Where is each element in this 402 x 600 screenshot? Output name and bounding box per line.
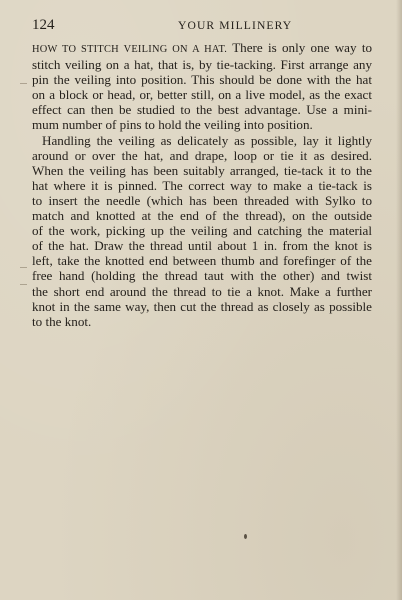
text-line: to the knot.: [32, 313, 92, 329]
text-line: the short end around the thread to tie a knot. Make a further: [32, 283, 372, 299]
text-line: around or over the hat, and drape, loop or tie it as desired.: [32, 147, 372, 163]
margin-mark: [20, 284, 27, 285]
text-line: knot in the same way, then cut the thread as closely as possible: [32, 298, 372, 314]
text-line: effect can then be studied to the best advantage. Use a mini-: [32, 102, 372, 118]
text-line: stitch veiling on a hat, that is, by tie-tacking. First arrange any: [32, 57, 372, 73]
text-line: Handling the veiling as delicately as possible, lay it lightly: [42, 132, 372, 148]
paper-speck: [244, 534, 247, 539]
margin-mark: [20, 83, 27, 84]
text-line: HOW TO STITCH VEILING ON A HAT. There is only one way to: [32, 40, 372, 55]
page-header: [32, 16, 368, 34]
text-line: pin the veiling into position. This should be done with the hat: [32, 72, 372, 88]
text-line: of the hat. Draw the thread until about 1 in. from the knot is: [32, 238, 372, 254]
paragraph-veiling-method: [32, 40, 372, 133]
text-line: hat where it is pinned. The correct way to make a tie-tack is: [32, 177, 372, 193]
body-text: [32, 40, 372, 329]
text-line: on a block or head, or, better still, on a live model, as the exact: [32, 87, 372, 103]
margin-mark: [20, 267, 27, 268]
text-line: When the veiling has been suitably arranged, tie-tack it to the: [32, 162, 372, 178]
text-line: of the work, picking up the veiling and catching the material: [32, 223, 372, 239]
text-line: mum number of pins to hold the veiling into position.: [32, 117, 313, 133]
text-line: match and knotted at the end of the thread), on the outside: [32, 208, 372, 224]
page-number: 124: [32, 17, 55, 33]
text-line: left, take the knotted end between thumb and forefinger of the: [32, 253, 372, 269]
running-head: YOUR MILLINERY: [178, 19, 293, 32]
paragraph-tie-tack: [32, 133, 372, 329]
text-line: free hand (holding the thread taut with the other) and twist: [32, 268, 372, 284]
section-heading: HOW TO STITCH VEILING ON A HAT.: [32, 44, 228, 55]
page-edge-shadow: [396, 0, 402, 600]
text-line: to insert the needle (which has been threaded with Sylko to: [32, 192, 372, 208]
